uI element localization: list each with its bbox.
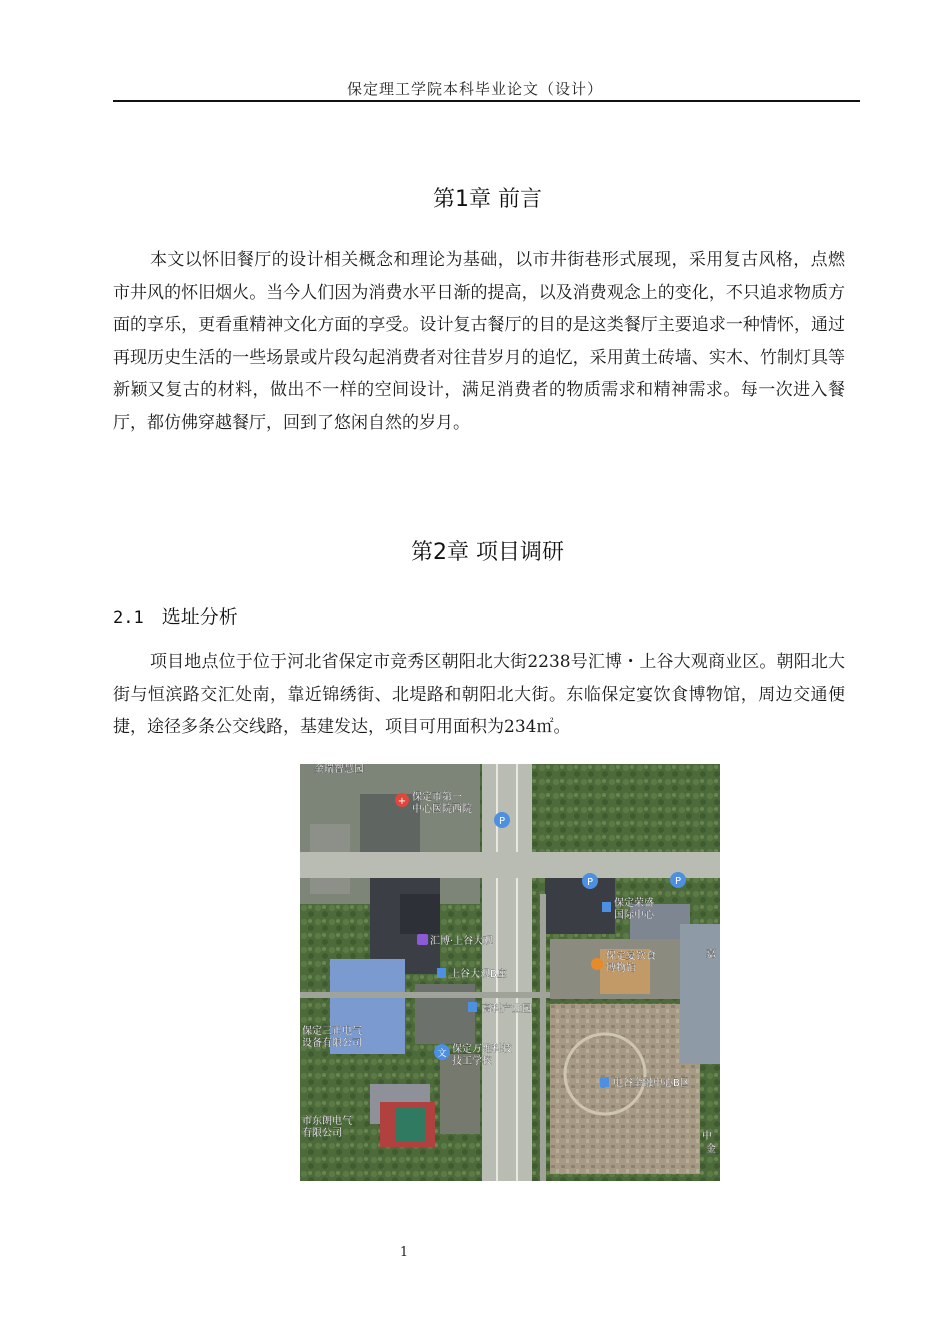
svg-text:P: P: [674, 876, 682, 887]
building-icon: [468, 1002, 477, 1012]
svg-text:P: P: [498, 816, 506, 827]
map-label: 上谷大观B座: [450, 969, 507, 980]
svg-text:P: P: [586, 877, 594, 888]
map-label: 中心医院西院: [412, 804, 472, 815]
svg-text:+: +: [397, 796, 407, 807]
page-number: 1: [399, 1245, 409, 1260]
building-icon: [437, 968, 446, 978]
restaurant-icon: [591, 958, 603, 970]
header-rule: [113, 100, 860, 102]
section-number: 2.1: [113, 608, 144, 628]
map-label: 电谷金融中心B区: [613, 1078, 690, 1089]
building-icon: [602, 902, 611, 912]
site-satellite-map: [300, 764, 720, 1181]
map-label: 保定宴饮食: [606, 951, 656, 962]
map-label: 高科产业园: [482, 1004, 532, 1015]
page-header: 保定理工学院本科毕业论文（设计）: [346, 80, 603, 98]
map-image: [300, 764, 720, 1181]
chapter-1-title: 第1章 前言: [433, 187, 542, 212]
map-label: 保定市第一: [412, 792, 462, 803]
section-2-1-heading: [113, 602, 238, 629]
map-label: 嘉: [706, 949, 716, 960]
chapter-2-title: 第2章 项目调研: [411, 540, 564, 565]
building-icon: [600, 1077, 609, 1087]
map-label: 金瑞智慧园: [314, 764, 364, 775]
map-label: 汇博·上谷大观: [430, 936, 494, 947]
map-label: 金: [706, 1144, 716, 1155]
map-label: 设备有限公司: [302, 1038, 362, 1049]
section-title: 选址分析: [161, 606, 238, 628]
map-label: 市东朗电气: [302, 1116, 352, 1127]
svg-text:文: 文: [437, 1049, 447, 1059]
chapter-2-paragraph: 项目地点位于位于河北省保定市竞秀区朝阳北大街2238号汇博・上谷大观商业区。朝阳北大街与恒滨路交汇处南，靠近锦绣街、北堤路和朝阳北大街。东临保定宴饮食博物馆，周边交通便捷，途径多条公交线路，基建发达，项目可用面积为234㎡。: [113, 652, 845, 737]
map-label: 国际中心: [614, 910, 654, 921]
map-label: 博物馆: [606, 963, 636, 974]
map-label: 保定万维科技: [452, 1044, 512, 1055]
map-label: 中: [702, 1131, 712, 1142]
map-label: 有限公司: [302, 1128, 342, 1139]
chapter-1-paragraph: 本文以怀旧餐厅的设计相关概念和理论为基础，以市井街巷形式展现，采用复古风格，点燃市井风的怀旧烟火。当今人们因为消费水平日渐的提高，以及消费观念上的变化，不只追求物质方面的享乐，更看重精神文化方面的享受。设计复古餐厅的目的是这类餐厅主要追求一种情怀，通过再现历史生活的一些场景或片段勾起消费者对往昔岁月的追忆，采用黄土砖墙、实木、竹制灯具等新颖又复古的材料，做出不一样的空间设计，满足消费者的物质需求和精神需求。每一次进入餐厅，都仿佛穿越餐厅，回到了悠闲自然的岁月。: [113, 250, 845, 433]
shopping-icon: [417, 934, 428, 945]
map-label: 技工学校: [452, 1056, 492, 1067]
map-label: 保定三正电气: [302, 1026, 362, 1037]
map-label: 保定荣盛: [614, 898, 654, 909]
